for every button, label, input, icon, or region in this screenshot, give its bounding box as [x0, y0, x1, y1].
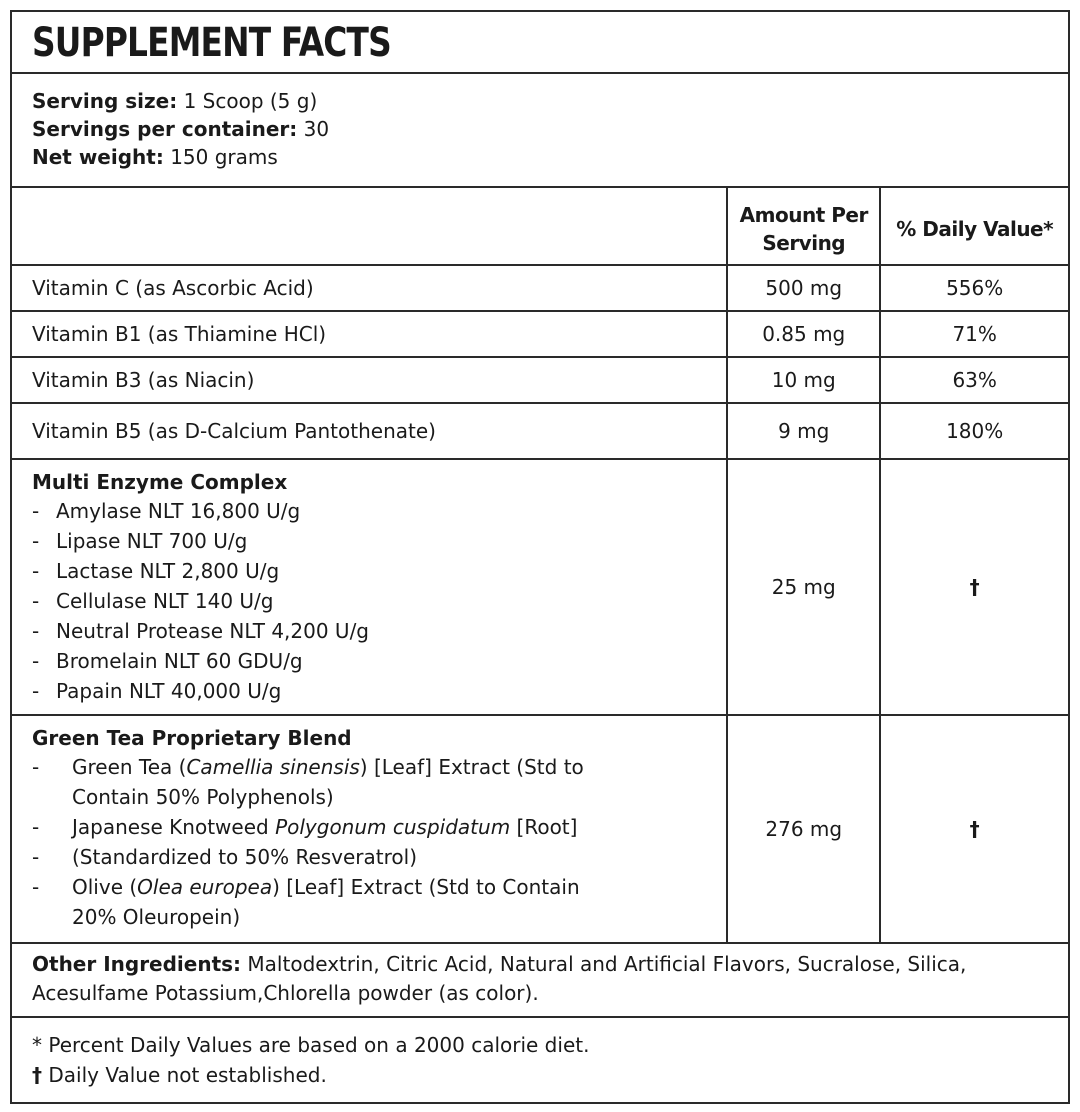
nutrient-amount: 9 mg [727, 403, 880, 459]
table-row [12, 357, 1068, 403]
footnote-dagger: † Daily Value not established. [32, 1063, 327, 1087]
list-item: - Cellulase NLT 140 U/g [32, 589, 274, 613]
nutrient-name: Vitamin B3 (as Niacin) [12, 357, 727, 403]
list-item: - Japanese Knotweed Polygonum cuspidatum [Root] [32, 815, 578, 839]
list-item: - Papain NLT 40,000 U/g [32, 679, 282, 703]
footnotes [12, 1018, 1080, 1090]
list-item: - Lipase NLT 700 U/g [32, 529, 248, 553]
list-item: - Green Tea (Camellia sinensis) [Leaf] Extract (Std to [32, 755, 584, 779]
supplement-facts-label [10, 10, 1070, 1104]
servings-per-container: Servings per container: 30 [32, 117, 330, 141]
amount-header: Amount Per Serving [727, 188, 880, 265]
nutrient-name: Vitamin B5 (as D-Calcium Pantothenate) [12, 403, 727, 459]
serving-info [12, 74, 1068, 188]
table-row [12, 311, 1068, 357]
nutrient-dv: 180% [880, 403, 1068, 459]
net-weight: Net weight: 150 grams [32, 145, 278, 169]
list-item-continued: Contain 50% Polyphenols) [72, 785, 334, 809]
enzyme-title: Multi Enzyme Complex [32, 470, 288, 494]
nutrient-amount: 10 mg [727, 357, 880, 403]
green-tea-amount: 276 mg [727, 715, 880, 943]
list-item: - Amylase NLT 16,800 U/g [32, 499, 301, 523]
enzyme-amount: 25 mg [727, 459, 880, 715]
nutrient-dv: 71% [880, 311, 1068, 357]
table-row [12, 265, 1068, 311]
list-item: - Olive (Olea europea) [Leaf] Extract (Std to Contain [32, 875, 580, 899]
header-row [12, 188, 1068, 265]
list-item: - Lactase NLT 2,800 U/g [32, 559, 280, 583]
list-item: - Neutral Protease NLT 4,200 U/g [32, 619, 369, 643]
dv-header: % Daily Value* [880, 188, 1068, 265]
list-item-continued: - (Standardized to 50% Resveratrol) [32, 845, 418, 869]
green-tea-dv: † [880, 715, 1068, 943]
green-tea-row [12, 715, 1068, 943]
nutrient-dv: 63% [880, 357, 1068, 403]
nutrient-amount: 0.85 mg [727, 311, 880, 357]
serving-size: Serving size: 1 Scoop (5 g) [32, 89, 318, 113]
list-item: - Bromelain NLT 60 GDU/g [32, 649, 303, 673]
nutrient-dv: 556% [880, 265, 1068, 311]
list-item-continued: 20% Oleuropein) [72, 905, 241, 929]
label-title: SUPPLEMENT FACTS [12, 12, 1068, 74]
footnote-daily-values: * Percent Daily Values are based on a 2000 calorie diet. [32, 1033, 590, 1057]
nutrient-name: Vitamin C (as Ascorbic Acid) [12, 265, 727, 311]
nutrient-name: Vitamin B1 (as Thiamine HCl) [12, 311, 727, 357]
green-tea-title: Green Tea Proprietary Blend [32, 726, 352, 750]
enzyme-dv: † [880, 459, 1068, 715]
enzyme-row [12, 459, 1068, 715]
nutrient-amount: 500 mg [727, 265, 880, 311]
facts-table [12, 188, 1068, 944]
table-row [12, 403, 1068, 459]
other-ingredients: Other Ingredients: Maltodextrin, Citric Acid, Natural and Artificial Flavors, Sucralose, Silica, Acesulfame Potassium,Chlorella powder (as color). [12, 942, 1068, 1018]
